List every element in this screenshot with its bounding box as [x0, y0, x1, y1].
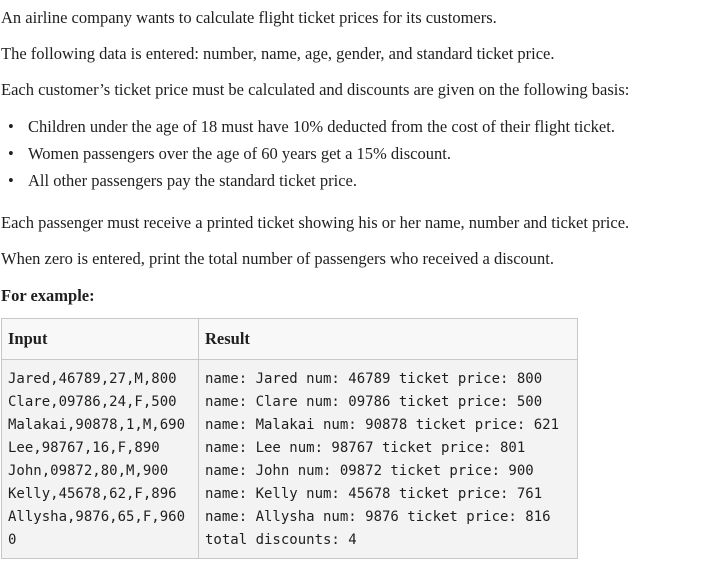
list-item: [0, 117, 615, 144]
result-line: total discounts: 4: [205, 532, 357, 548]
result-cell: [199, 360, 578, 559]
input-column-header: Input: [2, 319, 199, 360]
discount-rules-list: [0, 117, 615, 198]
input-cell: [2, 360, 199, 559]
rule-text: Children under the age of 18 must have 10% deducted from the cost of their flight ticket.: [28, 117, 615, 136]
result-line: name: Jared num: 46789 ticket price: 800: [205, 371, 543, 387]
result-line: name: Lee num: 98767 ticket price: 801: [205, 440, 526, 456]
for-example-heading: For example:: [1, 286, 95, 305]
data-entered-paragraph: The following data is entered: number, name, age, gender, and standard ticket price.: [1, 44, 555, 63]
input-line: Jared,46789,27,M,800: [8, 371, 177, 387]
input-line: Clare,09786,24,F,500: [8, 394, 177, 410]
rule-text: All other passengers pay the standard ticket price.: [28, 171, 357, 190]
input-line: Kelly,45678,62,F,896: [8, 486, 177, 502]
result-line: name: Kelly num: 45678 ticket price: 761: [205, 486, 543, 502]
list-item: [0, 144, 615, 171]
input-line: 0: [8, 532, 17, 548]
input-line: Malakai,90878,1,M,690: [8, 417, 186, 433]
bullet-icon: •: [8, 144, 14, 163]
zero-entered-paragraph: When zero is entered, print the total number of passengers who received a discount.: [1, 249, 555, 268]
input-line: Lee,98767,16,F,890: [8, 440, 160, 456]
result-line: name: Clare num: 09786 ticket price: 500: [205, 394, 543, 410]
table-row: [2, 360, 578, 559]
result-column-header: Result: [199, 319, 578, 360]
input-line: John,09872,80,M,900: [8, 463, 169, 479]
rule-text: Women passengers over the age of 60 years get a 15% discount.: [28, 144, 451, 163]
result-line: name: Malakai num: 90878 ticket price: 621: [205, 417, 560, 433]
result-line: name: John num: 09872 ticket price: 900: [205, 463, 534, 479]
table-header-row: [2, 319, 578, 360]
input-line: Allysha,9876,65,F,960: [8, 509, 186, 525]
discount-basis-paragraph: Each customer’s ticket price must be calculated and discounts are given on the following basis:: [1, 80, 630, 99]
printed-ticket-paragraph: Each passenger must receive a printed ticket showing his or her name, number and ticket price.: [1, 213, 630, 232]
bullet-icon: •: [8, 117, 14, 136]
bullet-icon: •: [8, 171, 14, 190]
intro-paragraph: An airline company wants to calculate flight ticket prices for its customers.: [1, 8, 497, 27]
list-item: [0, 171, 615, 198]
example-table: [1, 318, 578, 559]
result-line: name: Allysha num: 9876 ticket price: 816: [205, 509, 551, 525]
